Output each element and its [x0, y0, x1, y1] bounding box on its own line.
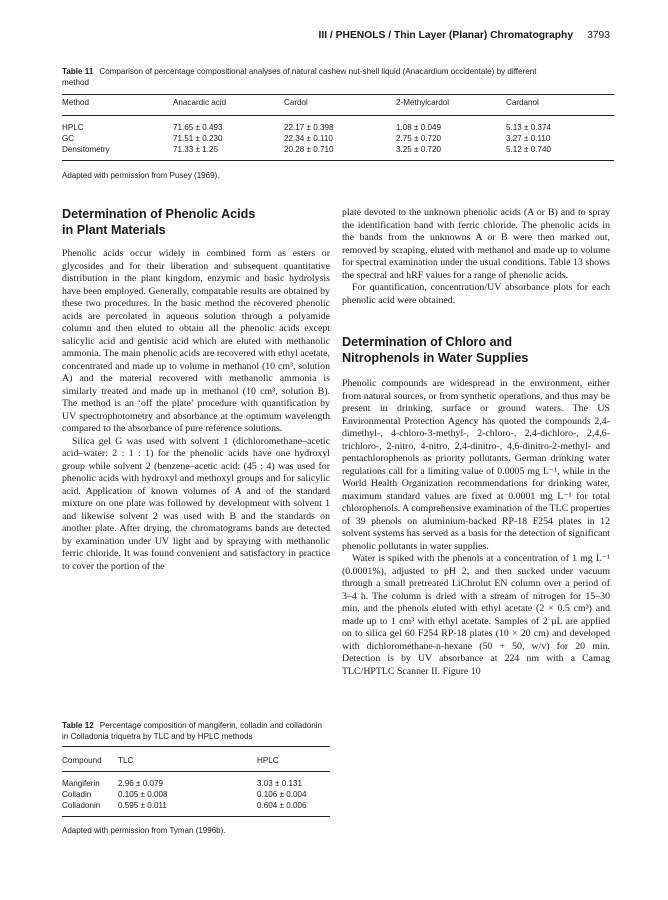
- table12-header-rule: [62, 771, 330, 772]
- table-cell: 0.595 ± 0.011: [118, 801, 167, 810]
- table12-body: [62, 779, 330, 813]
- table12-note: Adapted with permission from Tyman (1996b).: [62, 826, 226, 835]
- table-cell: Colladin: [62, 790, 92, 799]
- table11-caption-line2: method: [62, 78, 89, 87]
- section1-text: [62, 207, 330, 573]
- table-cell: 3.03 ± 0.131: [257, 779, 302, 788]
- table12-caption-text: Percentage composition of mangiferin, colladin and colladonin in Colladonia triquetra by TLC and by HPLC methods: [62, 721, 323, 741]
- table11-note: Adapted with permission from Pusey (1969).: [62, 171, 220, 180]
- table11-header-row: [62, 98, 614, 116]
- table11-col-cardanol: Cardanol: [506, 98, 539, 107]
- table-row: [62, 801, 330, 812]
- section1-paragraph-1: Phenolic acids occur widely in combined form as esters or glycosides and for their liberation and subsequent quantitative distribution in the plant kingdom, enzymic and basic hydrolysis have been employed. Generally, comparable results are obtained by these two procedures. In the basic method the recovered phenolic acids are percolated in aqueous solution through a polyamide column and then eluted to obtain all the phenolic acids except salicylic acid and gentisic acid which are eluted with methanolic ammonia. The main phenolic acids are recovered with ethyl acetate, concentrated and made up to volume in methanol (10 cm³, solution A) and the material recovered with methanolic ammonia is similarly treated and made up in methanol (10 cm³, solution B). The method is an ‘off the plate’ procedure with quantification by UV spectrophotometry and absorbance at the optimum wavelength compared to the absorbance of pure reference solutions.: [62, 248, 330, 434]
- table-cell: 3.25 ± 0.720: [396, 145, 441, 154]
- table-cell: 0.105 ± 0.008: [118, 790, 168, 799]
- table11-header-rule: [62, 115, 614, 116]
- table12-col-compound: Compound: [62, 756, 102, 765]
- table11-caption-line1: Comparison of percentage compositional analyses of natural cashew nut-shell liquid (Anacardium occidentale) by different: [99, 67, 537, 76]
- table-row: [62, 123, 614, 134]
- section2-heading-line1: Determination of Chloro and: [342, 335, 513, 349]
- table-cell: 20.28 ± 0.710: [284, 145, 334, 154]
- table12-col-hplc: HPLC: [257, 756, 279, 765]
- table-cell: 2.75 ± 0.720: [396, 134, 441, 143]
- table12-label: Table 12: [62, 721, 94, 730]
- table-cell: GC: [62, 134, 75, 143]
- table11-col-cardol: Cardol: [284, 98, 308, 107]
- table-cell: Densitometry: [62, 145, 110, 154]
- table-cell: Mangiferin: [62, 779, 100, 788]
- table-row: [62, 779, 330, 790]
- running-header: [0, 30, 610, 41]
- table-row: [62, 145, 614, 156]
- section1-paragraph-4: For quantification, concentration/UV absorbance plots for each phenolic acid were obtained.: [342, 282, 610, 306]
- section1-heading-line1: Determination of Phenolic Acids: [62, 207, 256, 221]
- section1-heading: [62, 207, 330, 238]
- section2-paragraph-2: Water is spiked with the phenols at a concentration of 1 mg L⁻¹ (0.0001%), adjusted to pH 2, and then sucked under vacuum through a small pretreated LiChrolut EN column over a period of 3–4 h. The column is dried with a stream of nitrogen for 15–30 min, and the phenols eluted with ethyl acetate (2 × 0.5 cm³) and made up to 1 cm³ with ethyl acetate. Samples of 2 µL are applied on to silica gel 60 F254 RP-18 plates (10 × 20 cm) and developed with dichloromethane-n-hexane (50 + 50, w/v) for 20 min. Detection is by UV absorbance at 224 nm with a Camag TLC/HPTLC Scanner II. Figure 10: [342, 553, 610, 677]
- table-cell: 22.34 ± 0.110: [284, 134, 333, 143]
- table12-top-rule: [62, 746, 330, 747]
- table12-bottom-rule: [62, 816, 330, 817]
- table12-col-tlc: TLC: [118, 756, 134, 765]
- table-cell: 0.604 ± 0.006: [257, 801, 307, 810]
- table-cell: 0.106 ± 0.004: [257, 790, 307, 799]
- table11-col-method: Method: [62, 98, 89, 107]
- table-cell: 1.08 ± 0.049: [396, 123, 441, 132]
- table11-caption: [62, 66, 614, 88]
- table-cell: HPLC: [62, 123, 84, 132]
- table-cell: 5.12 ± 0.740: [506, 145, 551, 154]
- section1-paragraph-3: plate devoted to the unknown phenolic acids (A or B) and to spray the identification band with ferric chloride. The phenolic acids in the bands from the unknowns A or B were then marked out, removed by scraping, eluted with methanol and made up to volume for spectral examination under the usual conditions. Table 13 shows the spectral and hRF values for a range of phenolic acids.: [342, 207, 610, 281]
- section1-heading-line2: in Plant Materials: [62, 222, 166, 237]
- table11-label: Table 11: [62, 67, 94, 76]
- table-cell: 71.51 ± 0.230: [173, 134, 223, 143]
- page-number: 3793: [587, 30, 610, 41]
- section2-paragraph-1: Phenolic compounds are widespread in the environment, either from natural sources, or from synthetic operations, and thus may be present in drinking, surface or ground waters. The US Environmental Protection Agency has quoted the compounds 2,4-dimethyl-, 4-chloro-3-methyl-, 2-chloro-, 2,4-dichloro-, 2,4,6-trichloro-, 2-nitro, 4-nitro, 2,4-dinitro-, 4,6-dinitro-2-methyl- and pentachlorophenols as priority pollutants. German drinking water regulations call for a limiting value of 0.0005 mg L⁻¹, while in the World Health Organization recommendations for drinking water, maximum standard values are fixed at 0.0001 mg L⁻¹ for total chlorophenols. A comprehensive examination of the TLC properties of 39 phenols on aluminium-backed RP-18 F254 plates in 12 solvent systems has served as a basis for the detection of significant phenolic pollutants in water supplies.: [342, 378, 610, 552]
- table11-top-rule: [62, 94, 614, 95]
- table-cell: 3.27 ± 0.110: [506, 134, 551, 143]
- table-cell: Colladonin: [62, 801, 101, 810]
- table12-caption: [62, 720, 330, 742]
- table-cell: 5.13 ± 0.374: [506, 123, 551, 132]
- table-row: [62, 790, 330, 801]
- table-cell: 22.17 ± 0.398: [284, 123, 334, 132]
- table-cell: 2.96 ± 0.079: [118, 779, 163, 788]
- table-cell: 71.65 ± 0.493: [173, 123, 223, 132]
- table11-col-methylcardol: 2-Methylcardol: [396, 98, 450, 107]
- table-row: [62, 134, 614, 145]
- section1-paragraph-2: Silica gel G was used with solvent 1 (dichloromethane–acetic acid–water: 2 : 1 : 1) for the phenolic acids have one hydroxyl group while solvent 2 (benzene–acetic acid: (45 : 4) was used for phenolic acids with hydroxyl and methoxyl groups and for salicylic acid. Application of known volumes of A and of the standard mixture on one plate was followed by development with solvent 1 and likewise solvent 2 was used with B and the standards on another plate. After drying, the chromatograms bands are detected by examination under UV light and by spraying with methanolic ferric chloride. It was found convenient and satisfactory in practice to cover the portion of the: [62, 435, 330, 572]
- running-header-title: III / PHENOLS / Thin Layer (Planar) Chromatography: [318, 30, 574, 41]
- table11-body: [62, 123, 614, 159]
- section2-heading: [342, 335, 610, 366]
- table11-bottom-rule: [62, 160, 614, 161]
- table11-col-anacardic: Anacardic acid: [173, 98, 227, 107]
- table-cell: 71.33 ± 1.25: [173, 145, 218, 154]
- table12-header-row: [62, 756, 330, 768]
- right-column-text: [342, 207, 610, 678]
- section2-heading-line2: Nitrophenols in Water Supplies: [342, 350, 529, 365]
